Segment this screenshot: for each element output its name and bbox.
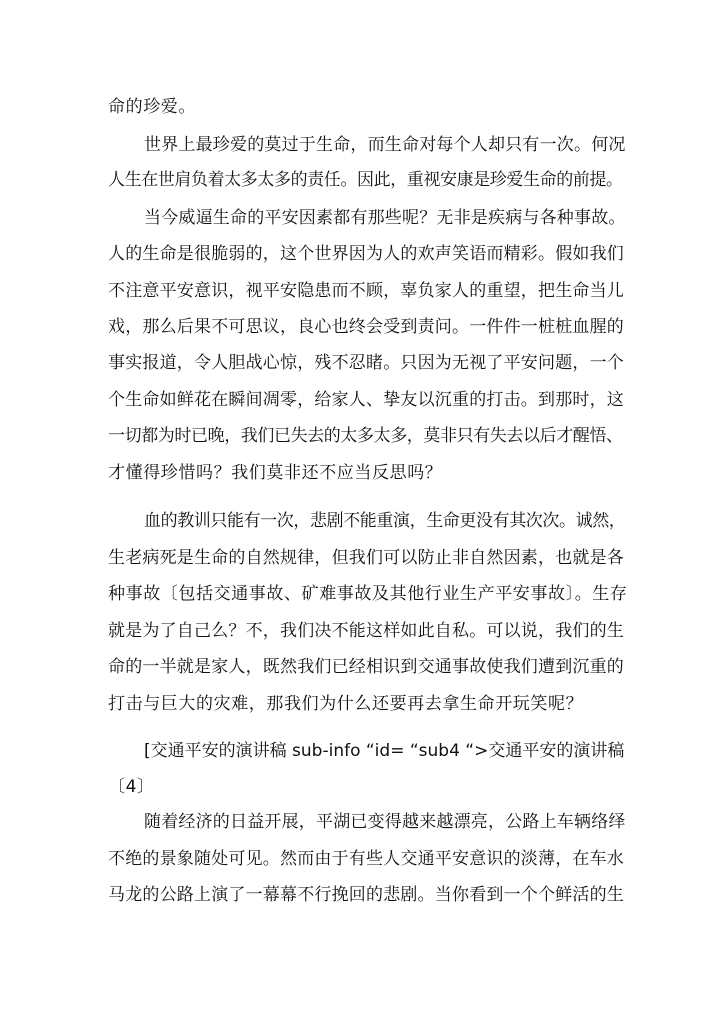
text-line: 不注意平安意识，视平安隐患而不顾，辜负家人的重望，把生命当儿	[108, 281, 624, 301]
text-line: 人的生命是很脆弱的，这个世界因为人的欢声笑语而精彩。假如我们	[108, 244, 624, 264]
paragraph-first-line: 血的教训只能有一次，悲剧不能重演，生命更没有其次次。诚然，	[144, 511, 626, 531]
text-line: 打击与巨大的灾难，那我们为什么还要再去拿生命开玩笑呢？	[108, 694, 584, 714]
paragraph-first-line: 世界上最珍爱的莫过于生命，而生命对每个人却只有一次。何况	[144, 135, 626, 155]
text-line: 一切都为时已晚，我们已失去的太多太多，莫非只有失去以后才醒悟、	[108, 426, 623, 446]
paragraph-first-line: 当今威逼生命的平安因素都有那些呢？无非是疾病与各种事故。	[144, 208, 626, 228]
text-line: 就是为了自己么？不，我们决不能这样如此自私。可以说，我们的生	[108, 621, 624, 641]
text-line: 命的珍爱。	[108, 97, 196, 117]
section-heading-number: 〔4〕	[108, 777, 155, 797]
text-line: 事实报道，令人胆战心惊，残不忍睹。只因为无视了平安问题，一个	[108, 353, 624, 373]
text-line: 命的一半就是家人，既然我们已经相识到交通事故使我们遭到沉重的	[108, 657, 624, 677]
text-line: 种事故〔包括交通事故、矿难事故及其他行业生产平安事故〕。生存	[108, 584, 628, 604]
text-line: 马龙的公路上演了一幕幕不行挽回的悲剧。当你看到一个个鲜活的生	[108, 885, 624, 905]
text-line: 戏，那么后果不可思议，良心也终会受到责问。一件件一桩桩血腥的	[108, 317, 624, 337]
section-heading: [交通平安的演讲稿 sub-info “id= “sub4 “>交通平安的演讲稿	[144, 741, 625, 761]
text-line: 个生命如鲜花在瞬间凋零，给家人、挚友以沉重的打击。到那时，这	[108, 390, 624, 410]
paragraph-first-line: 随着经济的日益开展，平湖已变得越来越漂亮，公路上车辆络绎	[144, 812, 626, 832]
text-line: 才懂得珍惜吗？我们莫非还不应当反思吗？	[108, 463, 443, 483]
text-line: 生老病死是生命的自然规律，但我们可以防止非自然因素，也就是各	[108, 548, 624, 568]
text-line: 人生在世肩负着太多太多的责任。因此，重视安康是珍爱生命的前提。	[108, 170, 623, 190]
text-line: 不绝的景象随处可见。然而由于有些人交通平安意识的淡薄，在车水	[108, 849, 624, 869]
